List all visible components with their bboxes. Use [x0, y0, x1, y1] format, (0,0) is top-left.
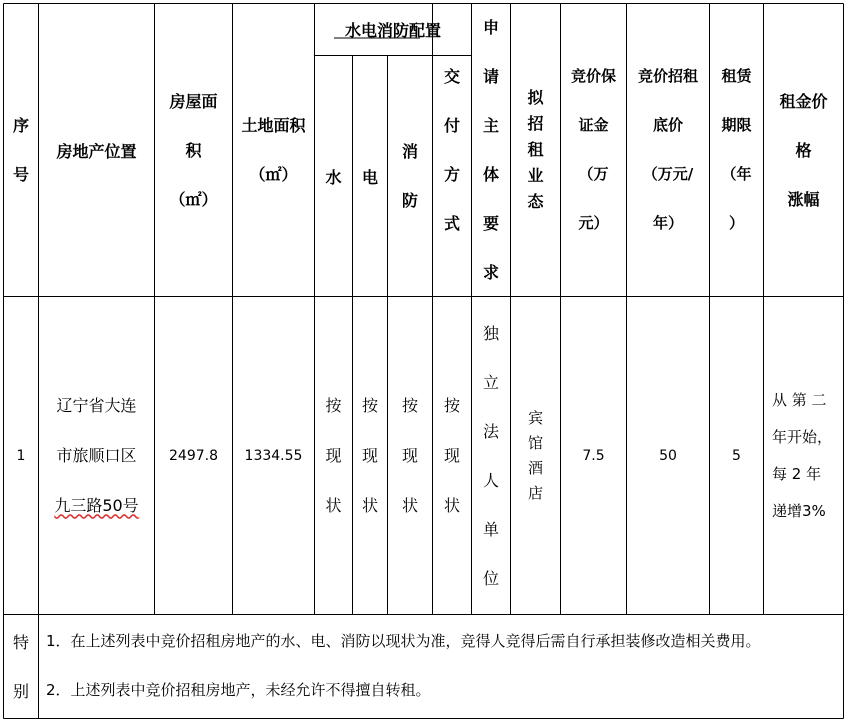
cell-water-3: 状	[325, 495, 342, 515]
header-deposit-3: （万	[578, 165, 609, 183]
header-base-price-2: 底价	[652, 116, 683, 134]
cell-house-area	[155, 297, 232, 614]
cell-delivery-2: 现	[443, 445, 460, 465]
cell-delivery-3: 状	[443, 495, 460, 515]
cell-term	[710, 297, 763, 614]
header-base-price-3: （万元/	[642, 165, 694, 183]
notes-label	[4, 615, 38, 718]
header-utilities-text: 水电消防配置	[344, 21, 441, 40]
header-house-area-1: 房屋面	[169, 91, 218, 111]
cell-location-1: 辽宁省大连	[56, 395, 137, 415]
header-base-price-1: 竞价招租	[637, 67, 698, 85]
cell-applicant-2: 立	[482, 372, 499, 392]
cell-applicant-6: 位	[482, 568, 499, 588]
cell-deposit-text: 7.5	[582, 447, 605, 464]
header-increase-2: 格	[795, 140, 812, 160]
cell-term-text: 5	[732, 447, 741, 464]
note-line-1: 1．在上述列表中竞价招租房地产的水、电、消防以现状为准，竞得人竞得后需自行承担装修改造相关费用。	[46, 632, 761, 650]
header-delivery-4: 式	[443, 214, 460, 233]
cell-applicant	[472, 297, 510, 614]
header-applicant-2: 请	[482, 67, 499, 86]
header-delivery	[433, 4, 471, 296]
header-term	[710, 4, 763, 296]
header-house-area-3: （㎡）	[169, 189, 218, 209]
cell-applicant-4: 人	[482, 470, 499, 490]
header-applicant-4: 体	[482, 165, 499, 184]
notes-label-2: 别	[12, 681, 29, 701]
header-term-1: 租赁	[721, 67, 752, 85]
cell-location-3-text: 九三路50号	[54, 495, 139, 515]
cell-electric-2: 现	[361, 445, 378, 465]
cell-business	[511, 297, 560, 614]
cell-seq-text: 1	[16, 447, 26, 464]
header-business-1: 拟	[527, 88, 544, 107]
header-business	[511, 4, 560, 296]
header-deposit-4: 元）	[578, 214, 609, 232]
header-land-area-1: 土地面积	[241, 116, 306, 135]
cell-electric	[353, 297, 387, 614]
header-base-price	[627, 4, 709, 296]
header-delivery-2: 付	[443, 116, 460, 135]
note-line-2: 2．上述列表中竞价招租房地产，未经允许不得擅自转租。	[46, 681, 431, 699]
header-land-area	[233, 4, 314, 296]
header-delivery-3: 方	[443, 165, 460, 184]
header-term-2: 期限	[721, 116, 752, 134]
header-deposit-1: 竞价保	[570, 67, 616, 85]
cell-fire	[388, 297, 432, 614]
cell-increase-4: 递增3%	[772, 501, 826, 520]
cell-business-4: 店	[527, 483, 543, 502]
cell-land-area	[233, 297, 314, 614]
cell-fire-2: 现	[401, 445, 418, 465]
cell-base-price	[627, 297, 709, 614]
cell-water	[315, 297, 352, 614]
header-applicant-1: 申	[482, 18, 499, 37]
header-applicant-5: 要	[482, 214, 499, 233]
cell-water-2: 现	[325, 445, 342, 465]
cell-fire-3: 状	[401, 495, 418, 515]
header-increase-3: 涨幅	[787, 189, 820, 209]
header-business-5: 态	[527, 192, 544, 211]
header-house-area	[155, 4, 232, 296]
cell-business-3: 酒	[527, 458, 543, 477]
header-term-3: （年	[721, 165, 752, 183]
cell-electric-1: 按	[361, 395, 378, 415]
cell-applicant-5: 单	[482, 519, 499, 539]
header-electric-text: 电	[361, 167, 378, 187]
header-increase-1: 租金价	[779, 91, 828, 111]
header-fire-2: 防	[401, 191, 418, 210]
cell-water-1: 按	[325, 395, 342, 415]
header-deposit-2: 证金	[578, 116, 609, 134]
header-delivery-1: 交	[443, 67, 460, 86]
notes-content	[46, 617, 841, 715]
cell-increase-3: 每 2 年	[772, 464, 822, 483]
cell-applicant-3: 法	[482, 421, 499, 441]
cell-seq	[4, 297, 38, 614]
header-applicant-3: 主	[482, 116, 499, 135]
cell-applicant-1: 独	[482, 323, 499, 343]
header-water-text: 水	[325, 167, 342, 187]
header-increase	[764, 4, 843, 296]
header-seq-2: 号	[12, 165, 29, 184]
cell-business-1: 宾	[527, 408, 543, 427]
cell-increase-2: 年开始，	[772, 427, 833, 446]
header-seq-1: 序	[12, 116, 29, 135]
header-land-area-2: （㎡）	[249, 165, 298, 184]
header-location-text: 房地产位置	[56, 141, 137, 161]
header-fire-1: 消	[401, 142, 418, 161]
cell-fire-1: 按	[401, 395, 418, 415]
cell-land-area-text: 1334.55	[244, 447, 303, 464]
header-term-4: ）	[728, 214, 744, 232]
cell-electric-3: 状	[361, 495, 378, 515]
header-base-price-4: 年）	[652, 214, 683, 232]
header-applicant	[472, 4, 510, 296]
header-fire	[388, 56, 432, 296]
cell-delivery	[433, 297, 471, 614]
cell-increase-1: 从 第 二	[772, 390, 827, 409]
header-business-4: 业	[527, 166, 544, 185]
cell-deposit	[561, 297, 626, 614]
header-seq	[4, 4, 38, 296]
cell-location	[39, 297, 154, 614]
cell-house-area-text: 2497.8	[169, 447, 218, 464]
cell-business-2: 馆	[527, 433, 543, 452]
cell-location-3	[54, 481, 138, 531]
cell-base-price-text: 50	[659, 447, 677, 464]
header-business-2: 招	[527, 114, 544, 133]
header-electric	[353, 56, 387, 296]
notes-label-1: 特	[12, 632, 29, 652]
cell-location-2: 市旅顺口区	[56, 445, 137, 465]
header-business-3: 租	[527, 140, 544, 159]
header-applicant-6: 求	[482, 263, 499, 282]
header-deposit	[561, 4, 626, 296]
cell-delivery-1: 按	[443, 395, 460, 415]
cell-increase	[764, 297, 843, 614]
header-water	[315, 56, 352, 296]
header-location	[39, 4, 154, 296]
header-house-area-2: 积	[185, 140, 202, 160]
